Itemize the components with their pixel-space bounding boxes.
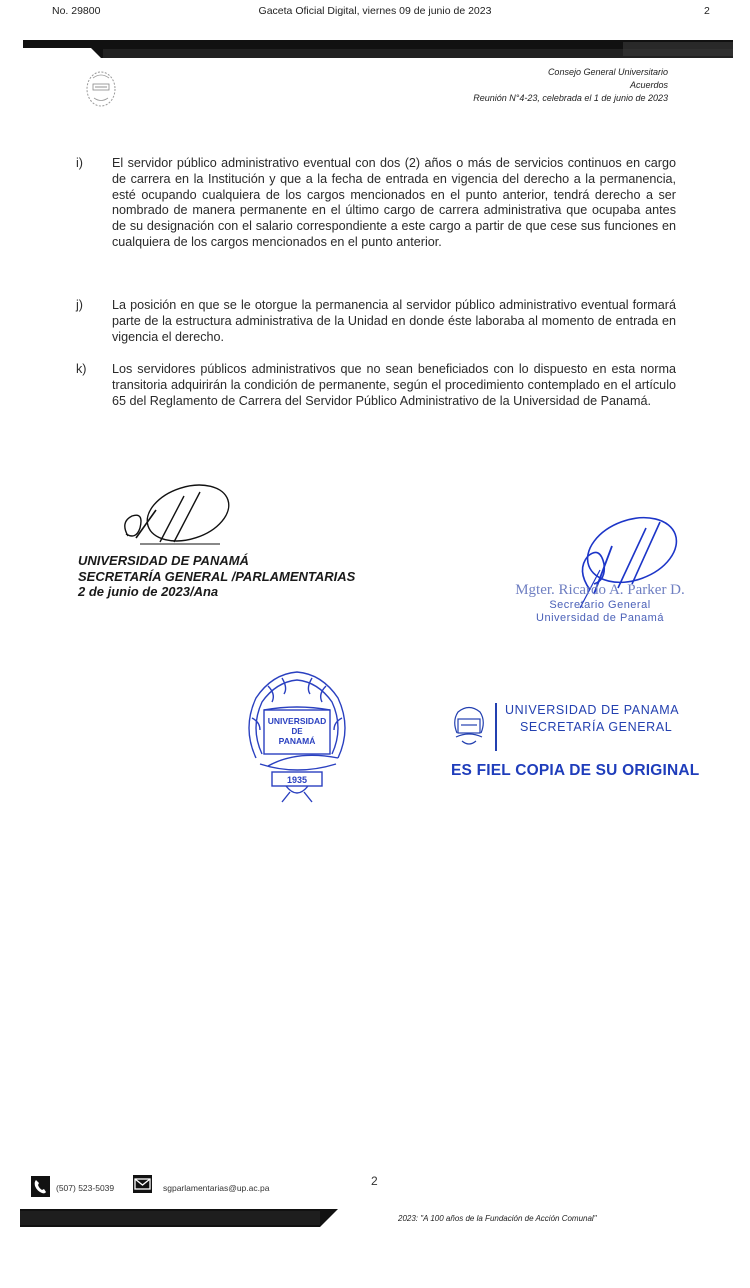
clause-text: Los servidores públicos administrativos que no sean beneficiados con lo dispuesto en esta norma transitoria adquirirán la condición de permanente, según el procedimiento contemplado en el artículo 65 del Reglamento de Carrera del Servidor Público Administrativo de la Universidad de Panamá. xyxy=(112,362,676,408)
header-banner xyxy=(23,40,733,58)
phone-number: (507) 523-5039 xyxy=(56,1183,115,1193)
stamp-institution: UNIVERSIDAD DE PANAMA xyxy=(505,703,680,717)
email-address: sgparlamentarias@up.ac.pa xyxy=(163,1183,270,1193)
phone-icon xyxy=(31,1176,50,1197)
signer-institution: Universidad de Panamá xyxy=(536,612,664,624)
clause-text: El servidor público administrativo eventual con dos (2) años o más de servicios continuos en cargo de carrera en la Institución y que a la fecha de entrada en vigencia del derecho a la permanencia, esté ocupando cualquiera de los cargos mencionados en el punto anterior, tendrá derecho a ser nombrado de manera permanente en el último cargo de carrera administrativa que ocupaba antes de su designación con el salario correspondiente a este cargo a partir de que cese sus funciones en cualquiera de los cargos mencionados en el punto anterior. xyxy=(112,156,676,249)
signer-institution: UNIVERSIDAD DE PANAMÁ xyxy=(78,553,249,568)
gazette-number: No. 29800 xyxy=(52,5,101,17)
certified-copy-text: ES FIEL COPIA DE SU ORIGINAL xyxy=(451,762,700,779)
signature-date: 2 de junio de 2023/Ana xyxy=(78,584,219,599)
signer-name: Mgter. Ricardo A. Parker D. xyxy=(515,582,685,598)
clause-j xyxy=(76,298,676,345)
page-number: 2 xyxy=(371,1174,378,1188)
clause-k xyxy=(76,362,676,409)
clause-label: i) xyxy=(76,156,83,170)
footer-motto: 2023: "A 100 años de la Fundación de Acción Comunal" xyxy=(398,1214,597,1223)
envelope-icon xyxy=(133,1175,152,1193)
signer-role: Secretario General xyxy=(549,599,651,611)
clause-i xyxy=(76,156,676,251)
section-name: Acuerdos xyxy=(629,80,668,90)
council-name: Consejo General Universitario xyxy=(547,67,668,77)
university-seal-large-icon xyxy=(238,668,356,804)
university-seal-icon xyxy=(84,70,118,108)
signature-left-block xyxy=(78,553,355,600)
stamp-department: SECRETARÍA GENERAL xyxy=(520,720,673,734)
svg-text:PANAMÁ: PANAMÁ xyxy=(278,736,316,746)
stamp-seal-icon xyxy=(452,703,486,749)
stamp-divider xyxy=(495,703,497,751)
svg-text:DE: DE xyxy=(291,727,303,736)
signer-department: SECRETARÍA GENERAL /PARLAMENTARIAS xyxy=(78,568,356,584)
signature-right-block xyxy=(500,582,700,625)
clause-label: j) xyxy=(76,298,83,312)
svg-text:UNIVERSIDAD: UNIVERSIDAD xyxy=(267,716,327,726)
svg-text:1935: 1935 xyxy=(286,775,308,785)
meeting-info: Reunión N°4-23, celebrada el 1 de junio de 2023 xyxy=(473,93,668,103)
gazette-page: 2 xyxy=(704,5,710,17)
footer-banner xyxy=(20,1209,338,1227)
document-header-info xyxy=(473,66,668,105)
clause-text: La posición en que se le otorgue la permanencia al servidor público administrativo eventual formará parte de la estructura administrativa de la Unidad en donde éste laboraba al momento de entrada en vigencia el derecho. xyxy=(112,298,676,344)
clause-label: k) xyxy=(76,362,87,376)
signature-left xyxy=(100,478,250,558)
gazette-title: Gaceta Oficial Digital, viernes 09 de junio de 2023 xyxy=(258,5,492,17)
